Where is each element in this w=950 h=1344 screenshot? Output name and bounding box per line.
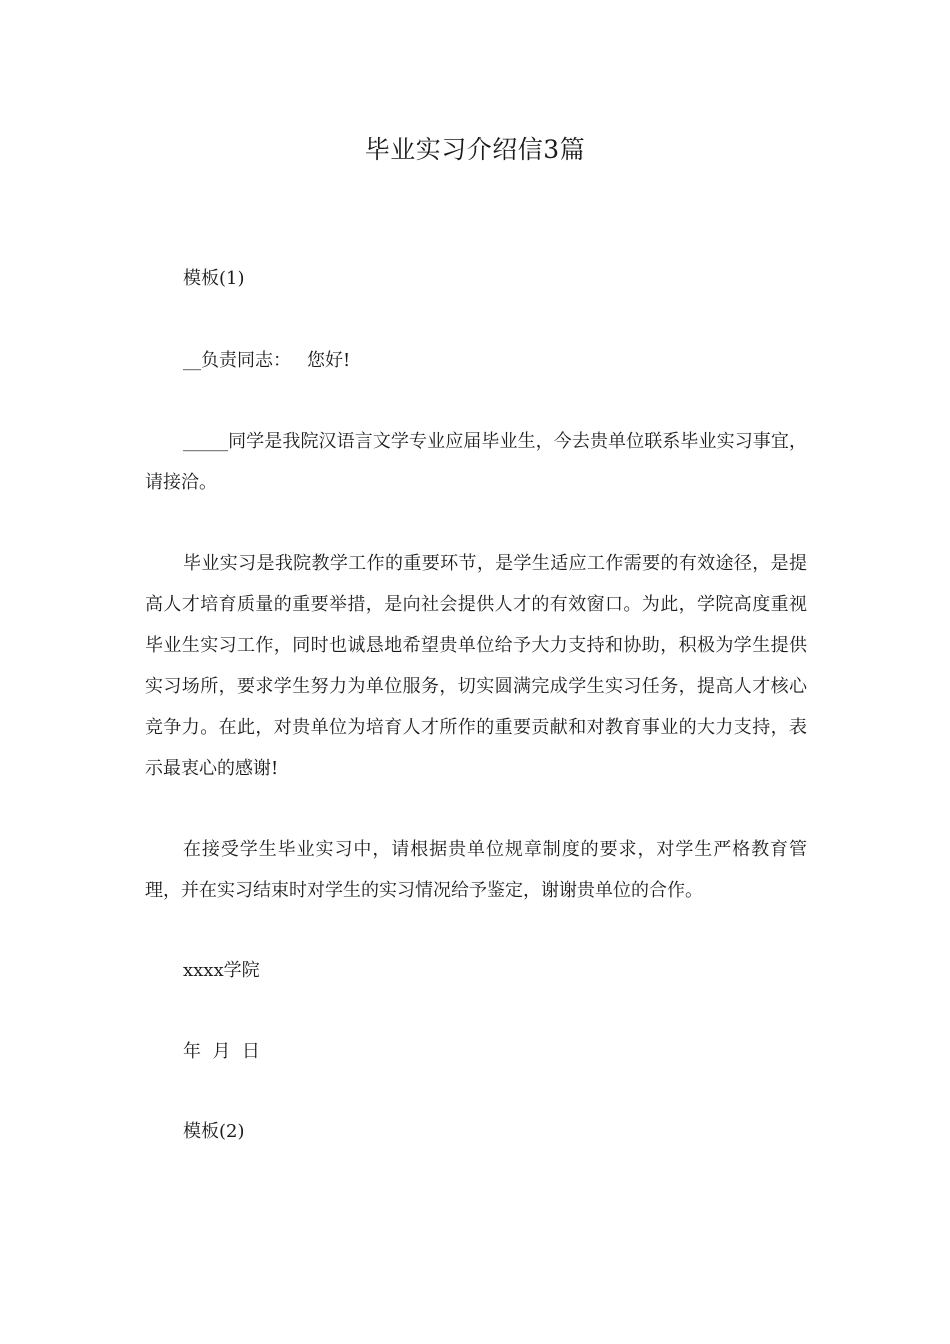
template-2-heading: 模板(2) (183, 1121, 245, 1142)
template-1-heading: 模板(1) (183, 268, 245, 289)
paragraph-introduction: _____同学是我院汉语言文学专业应届毕业生，今去贵单位联系毕业实习事宜，请接洽。 (145, 431, 807, 493)
salutation-line (183, 340, 350, 381)
date-line: 年 月 日 (183, 1041, 260, 1062)
paragraph-internship-importance: 毕业实习是我院教学工作的重要环节，是学生适应工作需要的有效途径，是提高人才培育质量的重要举措，是向社会提供人才的有效窗口。为此，学院高度重视毕业生实习工作，同时也诚恳地希望贵单位给予大力支持和协助，积极为学生提供实习场所，要求学生努力为单位服务，切实圆满完成学生实习任务，提高人才核心竞争力。在此，对贵单位为培育人才所作的重要贡献和对教育事业的大力支持，表示最衷心的感谢! (145, 553, 807, 779)
greeting-text: 您好! (307, 350, 351, 371)
signature-college: xxxx学院 (183, 960, 260, 981)
salutation-text: 负责同志： (201, 350, 291, 371)
document-title: 毕业实习介绍信3篇 (364, 135, 586, 164)
salutation-blank: __ (183, 350, 201, 371)
paragraph-request: 在接受学生毕业实习中，请根据贵单位规章制度的要求，对学生严格教育管理，并在实习结束时对学生的实习情况给予鉴定，谢谢贵单位的合作。 (145, 839, 807, 901)
